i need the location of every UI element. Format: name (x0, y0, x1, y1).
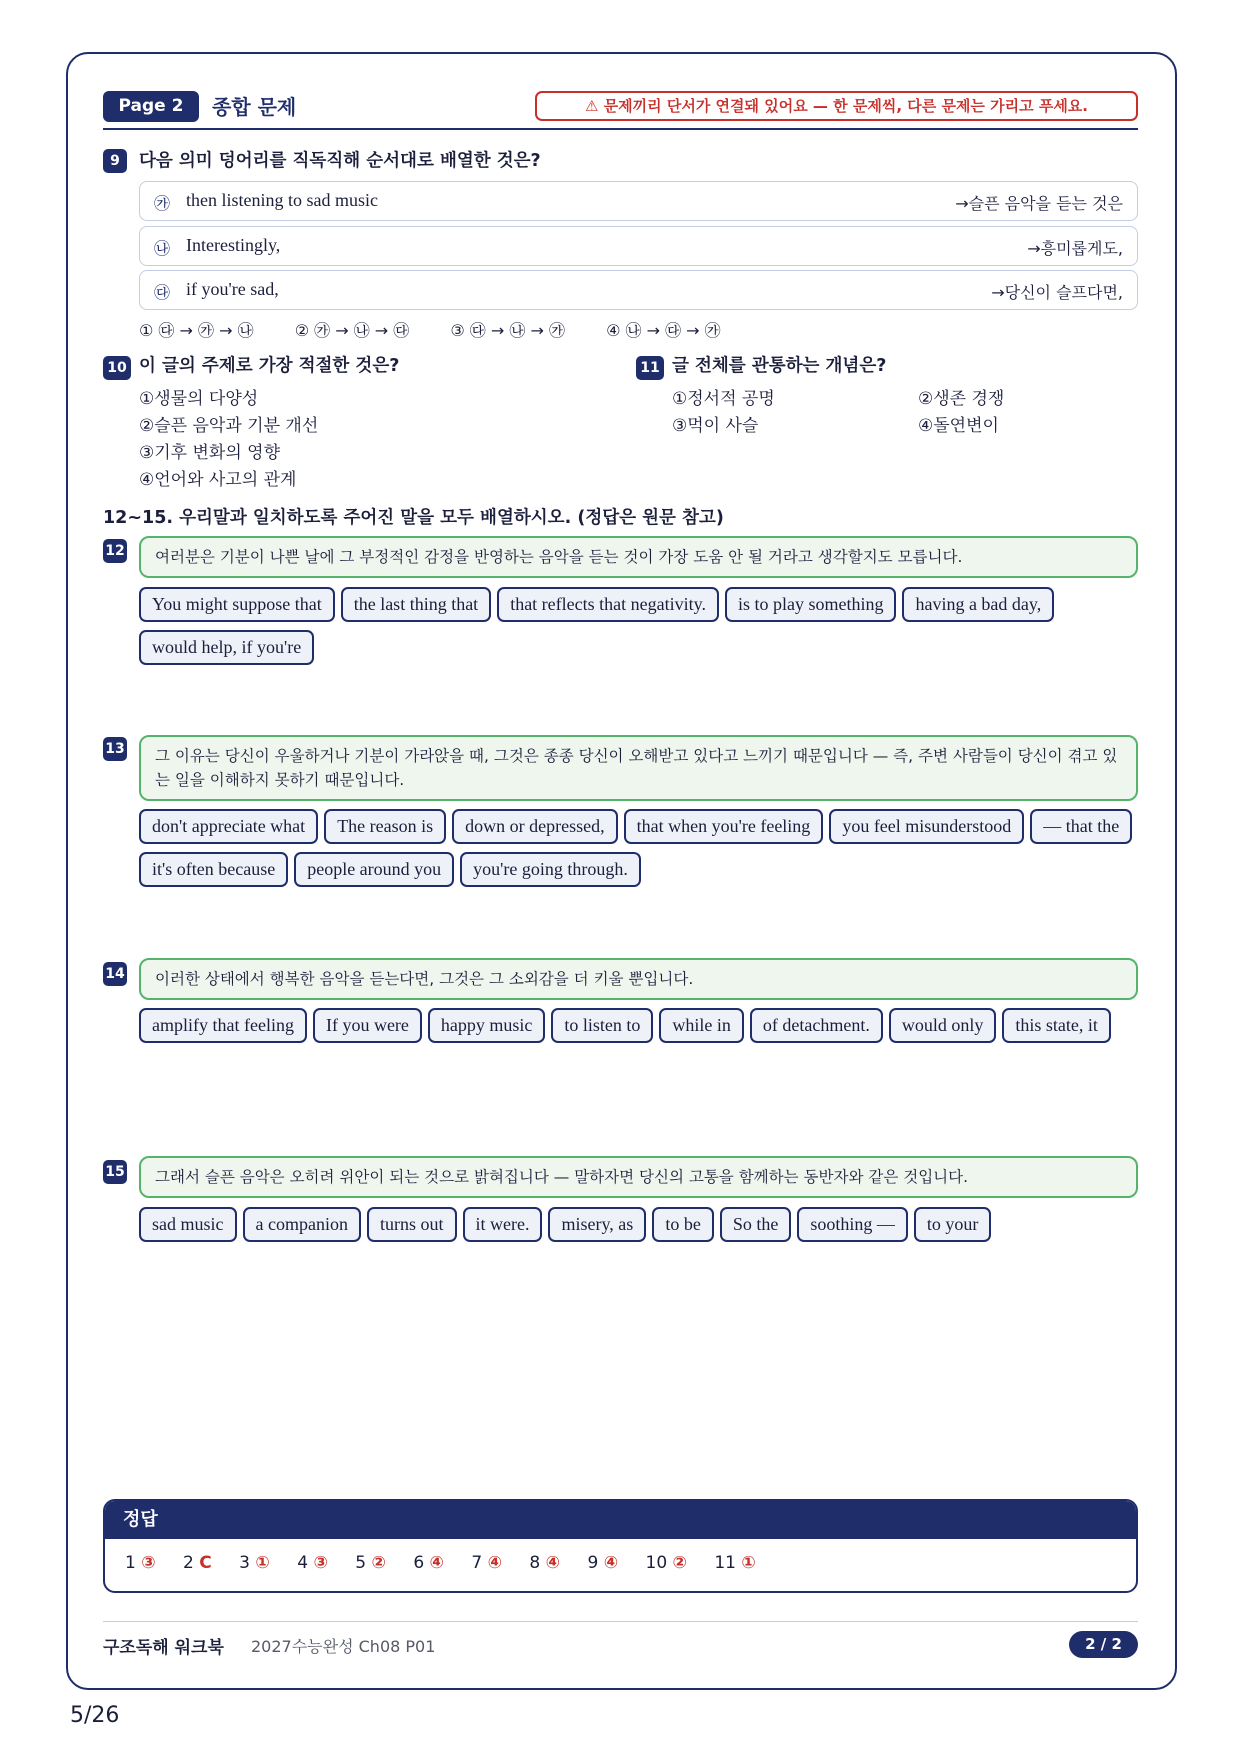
question-text: 글 전체를 관통하는 개념은? (672, 356, 887, 376)
section-instruction: 12~15. 우리말과 일치하도록 주어진 말을 모두 배열하시오. (정답은 원문 참고) (103, 508, 724, 528)
choice[interactable]: ②생존 경쟁 (918, 389, 1005, 409)
answer-value: ④ (545, 1553, 561, 1573)
answer-value: ④ (487, 1553, 502, 1573)
task-number: 12 (103, 539, 127, 563)
answer-number: 2 (183, 1553, 194, 1573)
word-chunk[interactable]: the last thing that (341, 587, 491, 622)
answer-item (471, 1553, 502, 1573)
warning-banner: ⚠ 문제끼리 단서가 연결돼 있어요 — 한 문제씩, 다른 문제는 가리고 푸세요. (535, 91, 1138, 121)
answer-value: ② (371, 1553, 386, 1573)
task-number: 15 (103, 1160, 127, 1184)
section-title: 종합 문제 (212, 95, 297, 119)
chunk-mark: ㉮ (154, 194, 171, 213)
word-chunk[interactable]: sad music (139, 1207, 237, 1242)
answer-number: 9 (587, 1553, 599, 1573)
chunk-english: then listening to sad music (186, 190, 378, 210)
chunk-bank (139, 1008, 1138, 1043)
answer-value: ① (741, 1553, 756, 1573)
choice[interactable]: ③기후 변화의 영향 (139, 443, 281, 463)
choice[interactable]: ①정서적 공명 (672, 389, 775, 409)
korean-sentence-box: 그래서 슬픈 음악은 오히려 위안이 되는 것으로 밝혀집니다 — 말하자면 당신의 고통을 함께하는 동반자와 같은 것입니다. (139, 1156, 1138, 1198)
answer-options (139, 320, 757, 342)
word-chunk[interactable]: that reflects that negativity. (497, 587, 719, 622)
chunk-korean: →슬픈 음악을 듣는 것은 (955, 194, 1123, 213)
korean-sentence-box: 여러분은 기분이 나쁜 날에 그 부정적인 감정을 반영하는 음악을 듣는 것이 가장 도움 안 될 거라고 생각할지도 모릅니다. (139, 536, 1138, 578)
answer-number: 8 (529, 1553, 541, 1573)
word-chunk[interactable]: people around you (294, 852, 454, 887)
answer-number: 10 (645, 1553, 668, 1573)
option[interactable]: ④ ㉯ → ㉰ → ㉮ (606, 321, 721, 340)
word-chunk[interactable]: to listen to (551, 1008, 653, 1043)
answer-number: 5 (355, 1553, 367, 1573)
chunk-row (139, 181, 1138, 221)
chunk-row (139, 270, 1138, 310)
option[interactable]: ① ㉰ → ㉮ → ㉯ (139, 321, 254, 340)
korean-sentence-box: 그 이유는 당신이 우울하거나 기분이 가라앉을 때, 그것은 종종 당신이 오해받고 있다고 느끼기 때문입니다 — 즉, 주변 사람들이 당신이 겪고 있는 일을 이해하지 못하기 때문입니다. (139, 735, 1138, 801)
choice[interactable]: ④돌연변이 (918, 416, 999, 436)
word-chunk[interactable]: would only (889, 1008, 997, 1043)
footer-divider (103, 1621, 1138, 1622)
answer-item (297, 1553, 328, 1573)
answer-value: ③ (141, 1553, 156, 1573)
answer-item (587, 1553, 618, 1573)
word-chunk[interactable]: You might suppose that (139, 587, 335, 622)
word-chunk[interactable]: a companion (243, 1207, 361, 1242)
answer-item (183, 1553, 212, 1573)
word-chunk[interactable]: soothing — (797, 1207, 908, 1242)
header-divider (103, 128, 1138, 130)
question-number: 10 (103, 356, 131, 380)
question-text: 이 글의 주제로 가장 적절한 것은? (139, 356, 400, 376)
answer-item (714, 1553, 755, 1573)
chunk-english: if you're sad, (186, 279, 279, 299)
word-chunk[interactable]: is to play something (725, 587, 897, 622)
question-number: 11 (636, 356, 664, 380)
word-chunk[interactable]: that when you're feeling (624, 809, 824, 844)
choice[interactable]: ②슬픈 음악과 기분 개선 (139, 416, 319, 436)
choice[interactable]: ①생물의 다양성 (139, 389, 259, 409)
answer-item (239, 1553, 270, 1573)
option[interactable]: ② ㉮ → ㉯ → ㉰ (294, 321, 410, 340)
answer-value: C (199, 1553, 212, 1573)
word-chunk[interactable]: If you were (313, 1008, 422, 1043)
chunk-mark: ㉰ (154, 283, 171, 302)
chunk-mark: ㉯ (154, 239, 171, 258)
word-chunk[interactable]: having a bad day, (902, 587, 1054, 622)
choice[interactable]: ③먹이 사슬 (672, 416, 759, 436)
page-label: Page 2 (103, 91, 199, 122)
answer-value: ① (255, 1553, 270, 1573)
answer-key (103, 1499, 1138, 1593)
word-chunk[interactable]: to be (652, 1207, 714, 1242)
word-chunk[interactable]: you feel misunderstood (829, 809, 1024, 844)
answer-key-title: 정답 (105, 1501, 1136, 1539)
task-number: 13 (103, 737, 127, 761)
word-chunk[interactable]: don't appreciate what (139, 809, 318, 844)
chunk-bank (139, 1207, 1138, 1242)
word-chunk[interactable]: amplify that feeling (139, 1008, 307, 1043)
word-chunk[interactable]: turns out (367, 1207, 457, 1242)
option[interactable]: ③ ㉰ → ㉯ → ㉮ (450, 321, 565, 340)
answer-item (125, 1553, 156, 1573)
korean-sentence-box: 이러한 상태에서 행복한 음악을 듣는다면, 그것은 그 소외감을 더 키울 뿐입니다. (139, 958, 1138, 1000)
chunk-korean: →흥미롭게도, (1027, 239, 1123, 258)
word-chunk[interactable]: it's often because (139, 852, 288, 887)
page-indicator: 2 / 2 (1069, 1631, 1138, 1658)
answer-number: 1 (125, 1553, 136, 1573)
answer-value: ② (672, 1553, 687, 1573)
question-number: 9 (103, 149, 127, 173)
word-chunk[interactable]: — that the (1030, 809, 1132, 844)
word-chunk[interactable]: down or depressed, (452, 809, 617, 844)
word-chunk[interactable]: So the (720, 1207, 792, 1242)
choice[interactable]: ④언어와 사고의 관계 (139, 470, 297, 490)
answer-number: 6 (413, 1553, 425, 1573)
answer-item (646, 1553, 687, 1573)
word-chunk[interactable]: misery, as (548, 1207, 646, 1242)
word-chunk[interactable]: it were. (463, 1207, 543, 1242)
answer-list (105, 1539, 1136, 1573)
answer-number: 7 (471, 1553, 483, 1573)
word-chunk[interactable]: The reason is (324, 809, 446, 844)
answer-item (529, 1553, 560, 1573)
answer-item (355, 1553, 386, 1573)
answer-value: ④ (429, 1553, 444, 1573)
chunk-english: Interestingly, (186, 235, 281, 255)
question-text: 다음 의미 덩어리를 직독직해 순서대로 배열한 것은? (139, 151, 541, 171)
task-number: 14 (103, 962, 127, 986)
answer-number: 4 (297, 1553, 309, 1573)
answer-value: ④ (603, 1553, 619, 1573)
answer-number: 11 (714, 1553, 736, 1573)
footer-subtitle: 2027수능완성 Ch08 P01 (251, 1637, 436, 1656)
word-chunk[interactable]: of detachment. (750, 1008, 883, 1043)
word-chunk[interactable]: happy music (428, 1008, 546, 1043)
word-chunk[interactable]: to your (914, 1207, 992, 1242)
answer-number: 3 (239, 1553, 250, 1573)
chunk-row (139, 226, 1138, 266)
answer-item (413, 1553, 444, 1573)
word-chunk[interactable]: while in (659, 1008, 744, 1043)
word-chunk[interactable]: this state, it (1002, 1008, 1111, 1043)
answer-value: ③ (313, 1553, 328, 1573)
chunk-bank (139, 809, 1138, 887)
word-chunk[interactable]: you're going through. (460, 852, 641, 887)
footer-title: 구조독해 워크북 (103, 1638, 224, 1658)
chunk-korean: →당신이 슬프다면, (991, 283, 1123, 302)
word-chunk[interactable]: would help, if you're (139, 630, 314, 665)
document-page-counter: 5/26 (70, 1703, 120, 1728)
chunk-bank (139, 587, 1138, 665)
